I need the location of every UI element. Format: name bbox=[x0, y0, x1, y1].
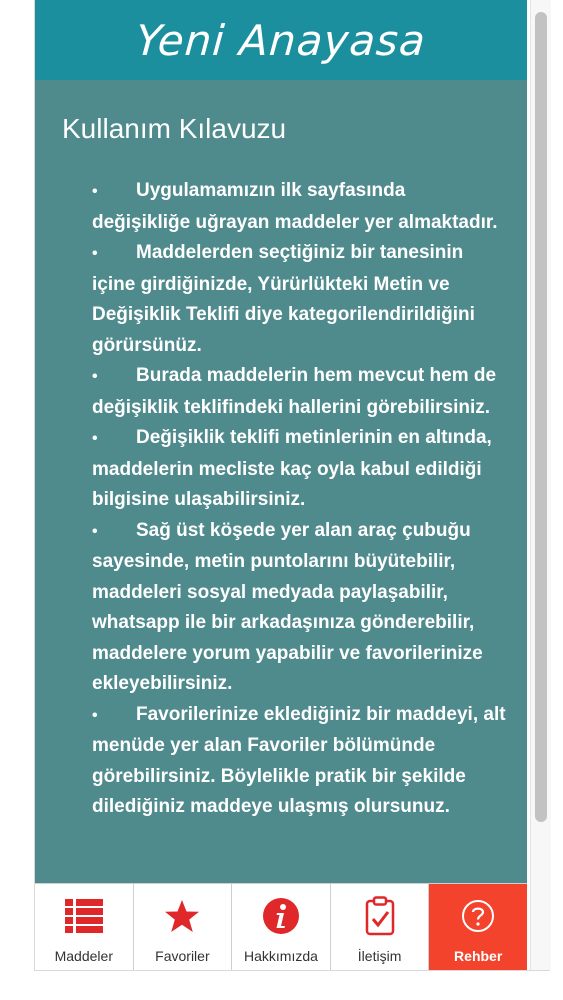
guide-list bbox=[92, 176, 507, 823]
app-title: Yeni Anayasa bbox=[134, 15, 428, 65]
list-item-text: Sağ üst köşede yer alan araç çubuğu sayesinde, metin puntolarını büyütebilir, maddeleri sosyal medyada paylaşabilir, whatsapp ile bir arkadaşınıza gönderebilir, maddelere yorum yapabilir ve favorilerinize ekleyebilirsiniz. bbox=[92, 519, 483, 694]
tab-rehber[interactable] bbox=[429, 884, 527, 970]
tab-label: Maddeler bbox=[54, 948, 113, 964]
list-item bbox=[92, 700, 507, 823]
list-item bbox=[92, 516, 507, 700]
tab-label: Hakkımızda bbox=[244, 948, 318, 964]
question-icon bbox=[458, 896, 498, 936]
tab-label: Favoriler bbox=[155, 948, 210, 964]
list-icon bbox=[64, 896, 104, 936]
bullet: • bbox=[92, 706, 98, 724]
list-item bbox=[92, 361, 507, 423]
clipboard-icon bbox=[360, 896, 400, 936]
guide-content[interactable] bbox=[35, 80, 527, 883]
app-window bbox=[34, 0, 527, 970]
tab-label: Rehber bbox=[454, 948, 503, 964]
tab-maddeler[interactable] bbox=[35, 884, 134, 970]
scrollbar-thumb[interactable] bbox=[535, 12, 547, 822]
tab-favoriler[interactable] bbox=[134, 884, 233, 970]
divider bbox=[34, 970, 550, 971]
list-item-text: Değişiklik teklifi metinlerinin en altında, maddelerin mecliste kaç oyla kabul edildiği bilgisine ulaşabilirsiniz. bbox=[92, 427, 492, 510]
list-item bbox=[92, 176, 507, 238]
info-icon bbox=[261, 896, 301, 936]
tab-hakkimizda[interactable] bbox=[232, 884, 331, 970]
bullet: • bbox=[92, 368, 98, 385]
list-item-text: Maddelerden seçtiğiniz bir tanesinin içine girdiğinizde, Yürürlükteki Metin ve Değişiklik Teklifi diye kategorilendirildiğini görürsünüz. bbox=[92, 242, 475, 356]
tab-label: İletişim bbox=[357, 948, 402, 964]
tab-iletisim[interactable] bbox=[331, 884, 430, 970]
bullet: • bbox=[92, 430, 98, 447]
star-icon bbox=[162, 896, 202, 936]
bottom-tab-bar bbox=[35, 883, 527, 970]
list-item-text: Favorilerinize eklediğiniz bir maddeyi, alt menüde yer alan Favoriler bölümünde görebilirsiniz. Böylelikle pratik bir şekilde dilediğiniz maddeye ulaşmış olursunuz. bbox=[92, 703, 506, 817]
list-item bbox=[92, 238, 507, 361]
guide-heading: Kullanım Kılavuzu bbox=[62, 113, 287, 144]
bullet: • bbox=[92, 522, 98, 540]
app-header bbox=[35, 0, 527, 80]
bullet: • bbox=[92, 183, 98, 200]
list-item bbox=[92, 423, 507, 516]
list-item-text: Uygulamamızın ilk sayfasında değişikliğe uğrayan maddeler yer almaktadır. bbox=[92, 180, 498, 233]
bullet: • bbox=[92, 245, 98, 262]
scrollbar[interactable] bbox=[530, 0, 551, 970]
list-item-text: Burada maddelerin hem mevcut hem de değişiklik teklifindeki hallerini görebilirsiniz. bbox=[92, 365, 497, 418]
